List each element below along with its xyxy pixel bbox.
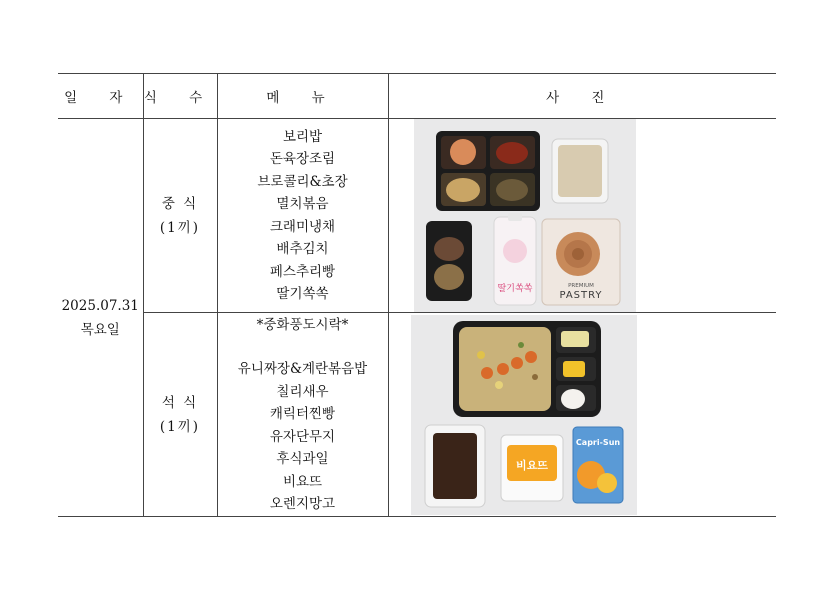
meal-table	[58, 73, 776, 517]
lunch-photo-cell	[388, 119, 776, 313]
dinner-row	[58, 313, 776, 517]
yogurt-label: 비요뜨	[515, 458, 548, 472]
menu-item: 캐릭터찐빵	[269, 406, 336, 422]
header-count: 식 수	[143, 74, 217, 119]
dinner-meal-count: (1끼)	[159, 418, 201, 435]
menu-item: *중화풍도시락*	[256, 316, 349, 333]
lunch-meal-label: 중 식	[161, 195, 199, 212]
menu-item: 크래미냉채	[269, 218, 336, 235]
dinner-meal-cell	[143, 313, 217, 517]
juice-label: Capri-Sun	[575, 437, 620, 447]
menu-item	[218, 336, 388, 358]
date-value: 2025.07.31	[61, 297, 139, 314]
dinner-meal-label: 석 식	[161, 394, 199, 411]
menu-item: 보리밥	[282, 128, 323, 145]
menu-item: 딸기쏙쏙	[276, 286, 329, 302]
lunch-meal-count: (1끼)	[159, 219, 201, 236]
weekday-value: 목요일	[80, 321, 120, 338]
menu-item: 돈육장조림	[269, 151, 336, 167]
header-photo: 사 진	[388, 74, 776, 119]
lunch-photo	[414, 119, 636, 312]
menu-item: 배추김치	[276, 241, 329, 257]
pastry-brand: PREMIUM	[567, 283, 594, 289]
header-menu: 메 뉴	[217, 74, 388, 119]
menu-item: 유자단무지	[269, 428, 336, 445]
lunch-menu-cell	[217, 119, 388, 313]
menu-item: 칠리새우	[276, 383, 329, 400]
menu-item: 오렌지망고	[269, 496, 336, 512]
menu-item: 비요뜨	[282, 473, 323, 490]
header-row	[58, 74, 776, 119]
menu-item: 멸치볶음	[276, 196, 329, 212]
menu-item: 유니짜장&계란볶음밥	[237, 361, 368, 377]
header-date: 일 자	[58, 74, 143, 119]
lunch-row	[58, 119, 776, 313]
menu-item: 페스추리빵	[269, 263, 336, 280]
menu-item: 브로콜리&초장	[257, 173, 348, 190]
dinner-menu-cell	[217, 313, 388, 517]
dinner-photo-cell	[388, 313, 776, 517]
date-cell	[58, 119, 143, 517]
menu-item: 후식과일	[276, 451, 329, 467]
dinner-photo	[411, 315, 637, 515]
pastry-label: PASTRY	[558, 290, 603, 301]
pouch-label: 딸기쏙쏙	[497, 284, 532, 294]
lunch-meal-cell	[143, 119, 217, 313]
